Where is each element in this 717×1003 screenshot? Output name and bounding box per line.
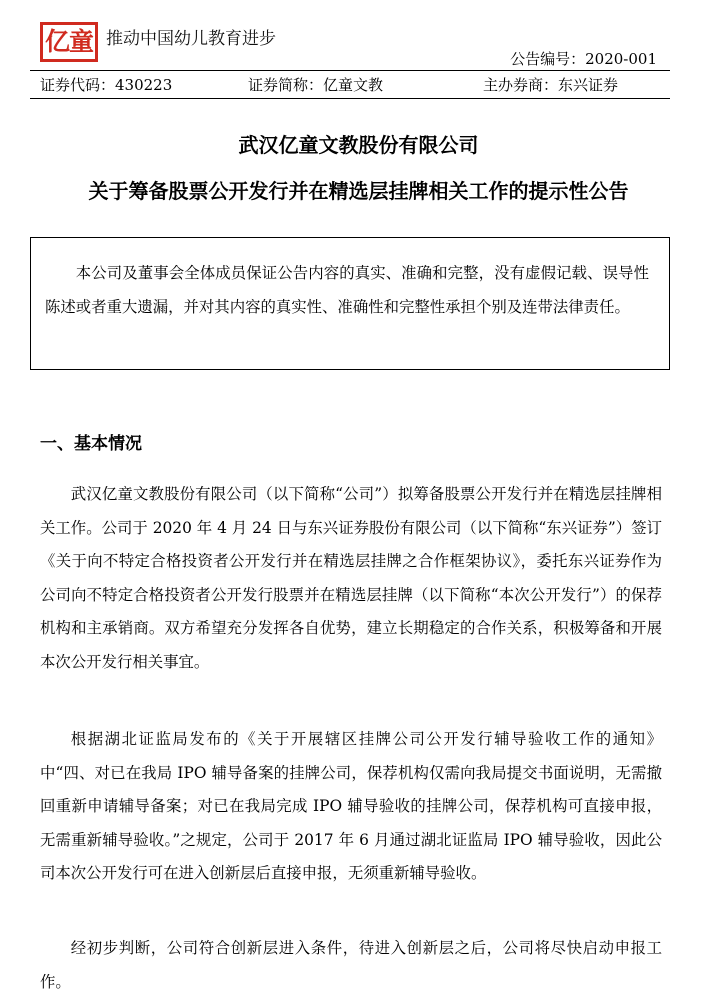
section-heading-basic-info: 一、基本情况 — [40, 434, 142, 454]
stock-code: 证券代码：430223 — [40, 76, 173, 94]
stock-abbreviation: 证券简称：亿童文教 — [248, 76, 384, 94]
disclaimer-box — [30, 237, 670, 370]
body-paragraph — [40, 478, 662, 679]
paragraph-text: 武汉亿童文教股份有限公司（以下简称“公司”）拟筹备股票公开发行并在精选层挂牌相关工作。公司于 2020 年 4 月 24 日与东兴证券股份有限公司（以下简称“东兴证券”）签订《关于向不特定合格投资者公开发行并在精选层挂牌之合作框架协议》，委托东兴证券作为公司向不特定合格投资者公开发行股票并在精选层挂牌（以下简称“本次公开发行”）的保荐机构和主承销商。双方希望充分发挥各自优势，建立长期稳定的合作关系，积极筹备和开展本次公开发行相关事宜。 — [40, 485, 662, 671]
header-top-rule — [30, 70, 670, 71]
header-bottom-rule — [30, 98, 670, 99]
announcement-title: 关于筹备股票公开发行并在精选层挂牌相关工作的提示性公告 — [88, 179, 629, 203]
disclaimer-text: 本公司及董事会全体成员保证公告内容的真实、准确和完整，没有虚假记载、误导性陈述或者重大遗漏，并对其内容的真实性、准确性和完整性承担个别及连带法律责任。 — [45, 264, 649, 316]
company-slogan: 推动中国幼儿教育进步 — [106, 29, 276, 49]
body-paragraph — [40, 723, 662, 891]
paragraph-text: 根据湖北证监局发布的《关于开展辖区挂牌公司公开发行辅导验收工作的通知》中“四、对已在我局 IPO 辅导备案的挂牌公司，保荐机构仅需向我局提交书面说明，无需撤回重新申请辅导备案；对已在我局完成 IPO 辅导验收的挂牌公司，保荐机构可直接申报，无需重新辅导验收。”之规定，公司于 2017 年 6 月通过湖北证监局 IPO 辅导验收，因此公司本次公开发行可在进入创新层后直接申报，无须重新辅导验收。 — [40, 730, 662, 882]
company-logo: 亿童 — [40, 22, 98, 62]
paragraph-text: 经初步判断，公司符合创新层进入条件，待进入创新层之后，公司将尽快启动申报工作。 — [40, 939, 662, 991]
notice-number: 公告编号：2020-001 — [510, 50, 657, 68]
body-paragraph — [40, 932, 662, 999]
company-title: 武汉亿童文教股份有限公司 — [238, 133, 479, 157]
sponsor-broker: 主办券商：东兴证券 — [483, 76, 619, 94]
